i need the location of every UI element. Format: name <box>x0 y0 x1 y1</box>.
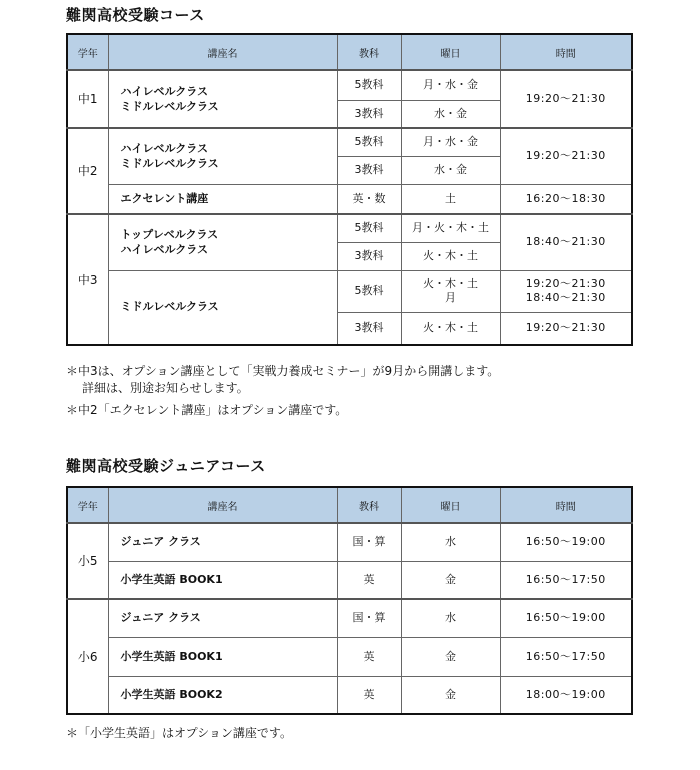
schedule-table-junior <box>66 486 633 715</box>
day-cell: 水 <box>401 523 500 561</box>
header-day: 曜日 <box>401 487 500 523</box>
day-cell: 水・金 <box>401 156 500 184</box>
time-cell <box>500 270 632 312</box>
course-name: ミドルレベルクラス <box>120 100 219 113</box>
header-course: 講座名 <box>108 34 337 70</box>
table-row <box>67 599 632 637</box>
time-cell: 19:20〜21:30 <box>500 128 632 184</box>
subject-cell: 5教科 <box>337 70 401 100</box>
subject-cell: 3教科 <box>337 100 401 128</box>
day-cell: 金 <box>401 676 500 714</box>
course-cell <box>108 214 337 270</box>
course-name: ミドルレベルクラス <box>120 157 219 171</box>
day-cell: 土 <box>401 184 500 214</box>
section-title-junior: 難関高校受験ジュニアコース <box>66 457 266 475</box>
footnote: ＊中3は、オプション講座として「実戦力養成セミナー」が9月から開講します。 <box>66 364 500 378</box>
table-row <box>67 561 632 599</box>
day-cell: 月・火・木・土 <box>401 214 500 242</box>
day-cell: 月・水・金 <box>401 70 500 100</box>
subject-cell: 英 <box>337 637 401 676</box>
time-cell: 16:50〜17:50 <box>500 561 632 599</box>
table-row <box>67 523 632 561</box>
footnote: 詳細は、別途お知らせします。 <box>82 381 249 395</box>
subject-cell: 3教科 <box>337 242 401 270</box>
table-header-row <box>67 487 632 523</box>
day-cell: 火・木・土 <box>401 312 500 345</box>
table-row <box>67 214 632 242</box>
day-cell: 水・金 <box>401 100 500 128</box>
day-cell: 水 <box>401 599 500 637</box>
course-name: ハイレベルクラス <box>120 142 208 156</box>
course-cell: ジュニア クラス <box>108 599 337 637</box>
course-cell: 小学生英語 BOOK1 <box>108 637 337 676</box>
grade-cell: 小5 <box>67 523 108 599</box>
time-cell: 16:50〜19:00 <box>500 599 632 637</box>
time-cell: 16:50〜17:50 <box>500 637 632 676</box>
subject-cell: 3教科 <box>337 156 401 184</box>
header-grade: 学年 <box>67 487 108 523</box>
day-cell: 金 <box>401 637 500 676</box>
subject-cell: 英 <box>337 561 401 599</box>
subject-cell: 5教科 <box>337 270 401 312</box>
subject-cell: 5教科 <box>337 128 401 156</box>
subject-cell: 国・算 <box>337 599 401 637</box>
day-line: 火・木・土 <box>423 277 478 290</box>
time-line: 18:40〜21:30 <box>525 291 606 304</box>
course-cell <box>108 70 337 128</box>
table-row <box>67 676 632 714</box>
course-cell: エクセレント講座 <box>108 184 337 214</box>
header-day: 曜日 <box>401 34 500 70</box>
header-course: 講座名 <box>108 487 337 523</box>
section-title-senior: 難関高校受験コース <box>66 6 205 24</box>
table-row <box>67 637 632 676</box>
course-cell <box>108 128 337 184</box>
day-cell: 月・水・金 <box>401 128 500 156</box>
course-name: トップレベルクラス <box>120 228 219 242</box>
day-cell <box>401 270 500 312</box>
schedule-table-senior <box>66 33 633 346</box>
course-name: ハイレベルクラス <box>120 243 208 257</box>
header-time: 時間 <box>500 487 632 523</box>
table-header-row <box>67 34 632 70</box>
day-cell: 火・木・土 <box>401 242 500 270</box>
time-cell: 16:50〜19:00 <box>500 523 632 561</box>
table-row <box>67 70 632 100</box>
header-grade: 学年 <box>67 34 108 70</box>
time-cell: 16:20〜18:30 <box>500 184 632 214</box>
grade-cell: 小6 <box>67 599 108 714</box>
table-row <box>67 270 632 312</box>
table-row <box>67 128 632 156</box>
header-time: 時間 <box>500 34 632 70</box>
time-cell: 18:40〜21:30 <box>500 214 632 270</box>
course-cell: 小学生英語 BOOK2 <box>108 676 337 714</box>
subject-cell: 英・数 <box>337 184 401 214</box>
grade-cell: 中1 <box>67 70 108 128</box>
footnote: ＊中2「エクセレント講座」はオプション講座です。 <box>66 403 348 417</box>
day-cell: 金 <box>401 561 500 599</box>
course-name: ハイレベルクラス <box>120 85 208 98</box>
subject-cell: 英 <box>337 676 401 714</box>
course-cell: 小学生英語 BOOK1 <box>108 561 337 599</box>
subject-cell: 5教科 <box>337 214 401 242</box>
time-cell: 19:20〜21:30 <box>500 70 632 128</box>
subject-cell: 国・算 <box>337 523 401 561</box>
course-cell: ミドルレベルクラス <box>108 270 337 345</box>
footnote: ＊「小学生英語」はオプション講座です。 <box>66 726 292 740</box>
time-line: 19:20〜21:30 <box>525 277 606 290</box>
table-row <box>67 184 632 214</box>
header-subject: 教科 <box>337 487 401 523</box>
subject-cell: 3教科 <box>337 312 401 345</box>
grade-cell: 中3 <box>67 214 108 345</box>
course-cell: ジュニア クラス <box>108 523 337 561</box>
time-cell: 18:00〜19:00 <box>500 676 632 714</box>
header-subject: 教科 <box>337 34 401 70</box>
grade-cell: 中2 <box>67 128 108 214</box>
time-cell: 19:20〜21:30 <box>500 312 632 345</box>
day-line: 月 <box>445 291 456 304</box>
